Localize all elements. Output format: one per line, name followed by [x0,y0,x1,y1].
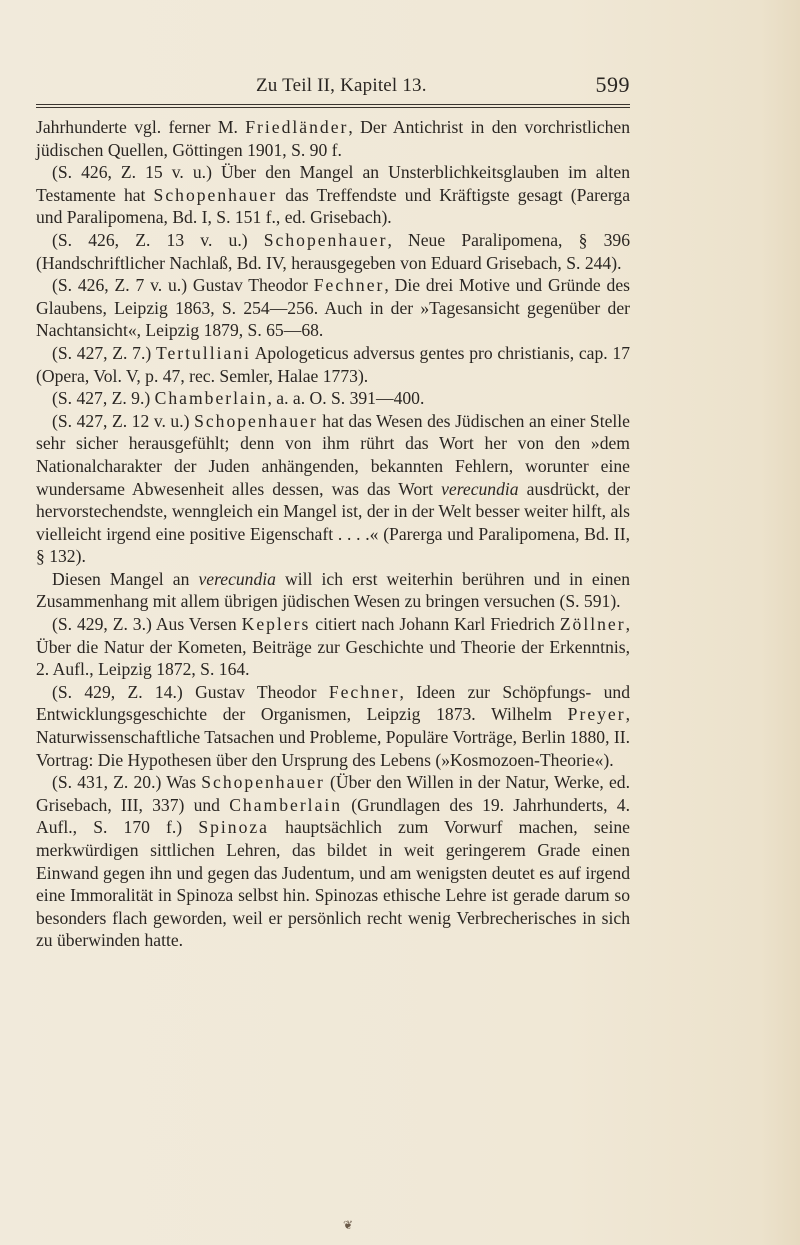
paragraph-4: (S. 426, Z. 7 v. u.) Gustav Theodor Fechner, Die drei Motive und Gründe des Glaubens, Leipzig 1863, S. 254—256. Auch in der »Tagesansicht gegenüber der Nachtansicht«, Leipzig 1879, S. 65—68. [36,275,630,341]
header-rule-bottom [36,107,630,108]
paragraph-11: (S. 431, Z. 20.) Was Schopenhauer (Über den Willen in der Natur, Werke, ed. Grisebach, III, 337) und Chamberlain (Grundlagen des 19. Jahrhunderts, 4. Aufl., S. 170 f.) Spinoza hauptsächlich zum Vorwurf machen, seine merkwürdigen sittlichen Lehren, das bildet in weit geringerem Grade einen Einwand gegen ihn und gegen das Judentum, und am wenigsten deutet es auf irgend eine Immoralität in Spinoza selbst hin. Spinozas ethische Lehre ist gerade darum so besonders flach geworden, weil er persönlich recht wenig Verbrecherisches in sich zu überwinden hatte. [36,772,630,951]
page-number: 599 [595,72,630,97]
paragraph-1: Jahrhunderte vgl. ferner M. Friedländer, Der Antichrist in den vorchristlichen jüdischen Quellen, Göttingen 1901, S. 90 f. [36,117,631,160]
header-title: Zu Teil II, Kapitel 13. [256,75,427,96]
paragraph-7: (S. 427, Z. 12 v. u.) Schopenhauer hat das Wesen des Jüdischen an einer Stelle sehr sicher herausgefühlt; denn von ihm rührt das Wort her von den »dem Nationalcharakter der Juden anhängenden, bekannten Fehlern, worunter eine wundersame Abwesenheit alles dessen, was das Wort verecundia ausdrückt, der hervorstechendste, wenngleich ein Mangel ist, der in der Welt besser weiter hilft, als vielleicht irgend eine positive Eigenschaft . . . .« (Parerga und Paralipomena, Bd. II, § 132). [36,410,630,567]
printer-mark: ❦ [343,1218,354,1232]
running-header [36,72,630,102]
paragraph-6: (S. 427, Z. 9.) Chamberlain, a. a. O. S. 391—400. [52,388,425,409]
paragraph-8: Diesen Mangel an verecundia will ich erst weiterhin berühren und in einen Zusammenhang mit allem übrigen jüdischen Wesen zu bringen versuchen (S. 591). [36,568,631,612]
paragraph-9: (S. 429, Z. 3.) Aus Versen Keplers citiert nach Johann Karl Friedrich Zöllner, Über die Natur der Kometen, Beiträge zur Geschichte und Theorie der Erkenntnis, 2. Aufl., Leipzig 1872, S. 164. [36,614,631,680]
header-rule-top [36,104,630,105]
paragraph-10: (S. 429, Z. 14.) Gustav Theodor Fechner, Ideen zur Schöpfungs- und Entwicklungsgeschichte der Organismen, Leipzig 1873. Wilhelm Preyer, Naturwissenschaftliche Tatsachen und Probleme, Populäre Vorträge, Berlin 1880, II. Vortrag: Die Hypothesen über den Ursprung des Lebens (»Kosmozoen-Theorie«). [36,681,630,770]
paragraph-3: (S. 426, Z. 13 v. u.) Schopenhauer, Neue Paralipomena, § 396 (Handschriftlicher Nachlaß, Bd. IV, herausgegeben von Eduard Grisebach, S. 244). [36,229,630,273]
paragraph-5: (S. 427, Z. 7.) Tertulliani Apologeticus adversus gentes pro christianis, cap. 17 (Opera, Vol. V, p. 47, rec. Semler, Halae 1773). [36,342,630,386]
body-text [36,116,630,952]
paragraph-2: (S. 426, Z. 15 v. u.) Über den Mangel an Unsterblichkeitsglauben im alten Testamente hat Schopenhauer das Treffendste und Kräftigste gesagt (Parerga und Paralipomena, Bd. I, S. 151 f., ed. Grisebach). [36,162,630,228]
